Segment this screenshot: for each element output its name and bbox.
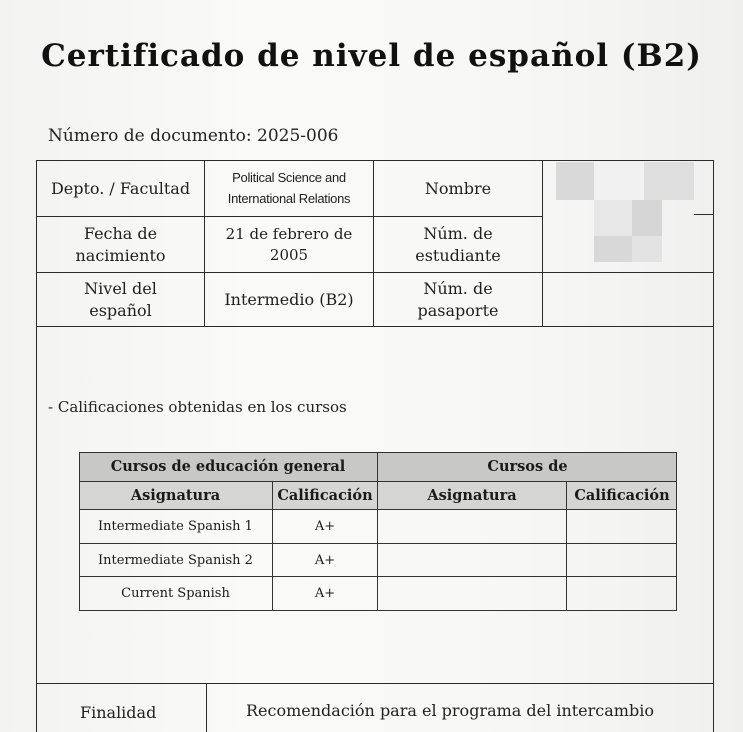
table-row-grade: A+ [314,553,336,568]
grades-border-right [676,452,677,611]
birth-label: Fecha de nacimiento [75,223,166,265]
col-subject-header-2: Asignatura [427,486,517,504]
table-border-right [713,160,714,732]
grades-col-a [272,481,273,611]
table-line-row3 [36,326,714,327]
faculty-value: Political Science and International Relations [227,170,351,206]
certificate-title: Certificado de nivel de español (B2) [41,38,702,74]
grades-border-left [79,452,80,611]
group-other-header: Cursos de [487,458,568,475]
table-col-finalidad [206,683,207,732]
col-subject-header: Asignatura [130,486,221,504]
grades-section-label: - Calificaciones obtenidas en los cursos [48,398,347,416]
spanish-level-value: Intermedio (B2) [224,289,354,309]
passport-label: Núm. de pasaporte [417,278,499,320]
col-grade-header: Calificación [277,486,373,504]
group-general-header: Cursos de educación general [110,458,346,475]
table-line-finalidad [36,683,714,684]
table-row-grade: A+ [314,519,336,534]
faculty-label: Depto. / Facultad [50,178,191,198]
name-label: Nombre [424,178,492,198]
table-line-photo-mark [694,214,714,215]
purpose-label: Finalidad [80,703,157,722]
grades-col-b [566,481,567,611]
table-row-grade: A+ [314,586,336,601]
grades-col-mid [377,452,378,611]
document-number: Número de documento: 2025-006 [48,126,339,146]
table-col3 [542,160,543,326]
birth-value: 21 de febrero de 2005 [225,225,353,264]
table-row-subject: Intermediate Spanish 2 [98,553,253,568]
col-grade-header-2: Calificación [574,486,670,504]
table-row-subject: Intermediate Spanish 1 [98,519,253,534]
spanish-level-label: Nivel del español [84,278,157,320]
blurred-photo [556,162,694,262]
table-row-subject: Current Spanish [121,586,230,601]
purpose-value: Recomendación para el programa del intercambio [246,701,654,720]
grades-table [79,452,677,611]
student-number-label: Núm. de estudiante [415,223,501,265]
